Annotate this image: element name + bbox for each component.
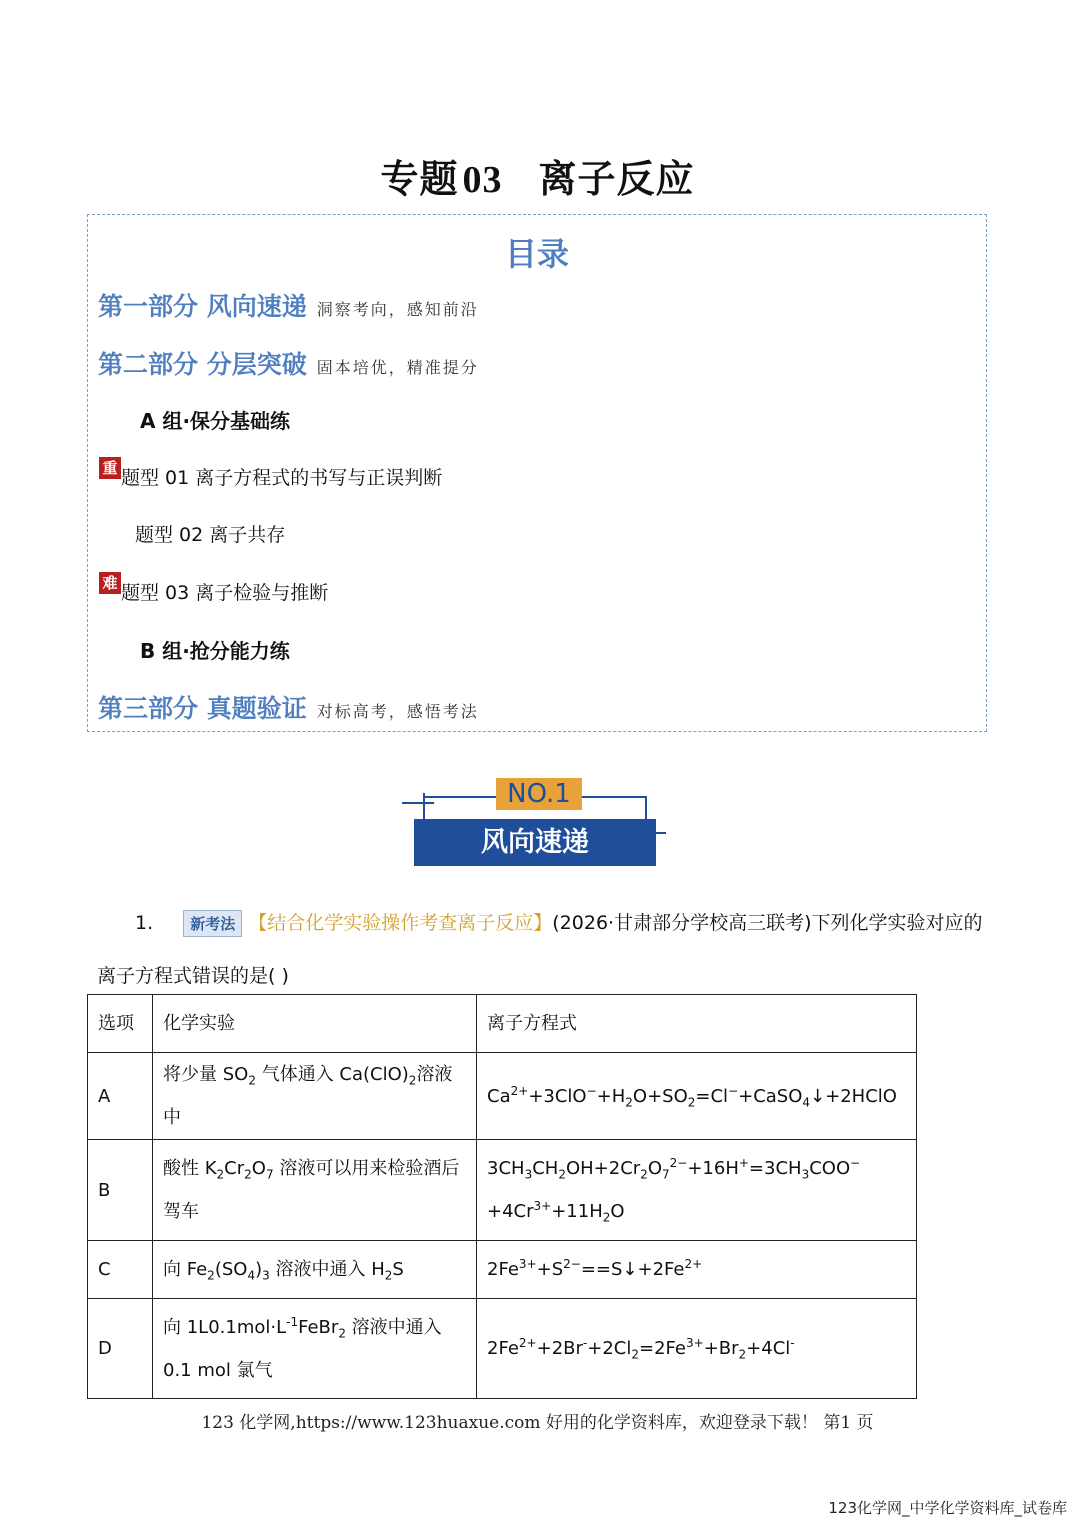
table-row xyxy=(88,1140,917,1241)
page-title: 专题 03 离子反应 xyxy=(380,157,695,201)
section-banner xyxy=(400,775,670,870)
equation-cell: $3CH_3CH_2OH+2Cr_2O_7^{2-}+16H^+=3CH_3COO^-+4Cr^{3+}+11H_2O$ xyxy=(477,1140,917,1241)
table-row xyxy=(88,1053,917,1140)
page-footer: 123 化学网,https://www.123huaxue.com 好用的化学资料库，欢迎登录下载！ 第1 页 xyxy=(201,1413,874,1433)
toc-topic-1[interactable]: 重 题型 01 离子方程式的书写与正误判断 xyxy=(99,463,442,490)
difficult-badge-icon: 难 xyxy=(99,572,121,594)
table-row xyxy=(88,1241,917,1299)
experiment-cell: 将少量 $SO_2$ 气体通入 $Ca(ClO)_2$溶液中 xyxy=(153,1053,477,1140)
question-line-2: 离子方程式错误的是( ) xyxy=(97,965,289,987)
question-number: 1. xyxy=(135,912,154,934)
experiment-cell: 酸性 $K_2Cr_2O_7$ 溶液可以用来检验酒后驾车 xyxy=(153,1140,477,1241)
table-of-contents xyxy=(87,214,987,732)
question-line-1 xyxy=(135,908,983,937)
table-row xyxy=(88,1299,917,1399)
experiment-cell: 向 $Fe_2(SO_4)_3$ 溶液中通入 $H_2S$ xyxy=(153,1241,477,1299)
banner-label: 风向速递 xyxy=(481,827,589,858)
toc-part-1[interactable]: 第一部分 风向速递 洞察考向，感知前沿 xyxy=(98,292,479,321)
toc-group-b[interactable]: B 组·抢分能力练 xyxy=(140,639,290,663)
toc-topic-3[interactable]: 难 题型 03 离子检验与推断 xyxy=(99,578,328,605)
experiment-cell: 向 $1L0.1mol\cdot L^{-1}FeBr_2$ 溶液中通入 0.1 mol 氯气 xyxy=(153,1299,477,1399)
header-experiment: 化学实验 xyxy=(153,995,477,1053)
watermark-text: 123化学网_中学化学资料库_试卷库 xyxy=(828,1499,1067,1517)
question-highlight: 【结合化学实验操作考查离子反应】 xyxy=(248,912,553,934)
toc-heading: 目录 xyxy=(504,235,569,273)
header-option: 选项 xyxy=(88,995,153,1053)
toc-part-3[interactable]: 第三部分 真题验证 对标高考，感悟考法 xyxy=(98,694,479,723)
banner-number: NO.1 xyxy=(507,779,571,809)
option-label: C xyxy=(88,1241,153,1299)
options-table xyxy=(87,994,917,1399)
option-label: B xyxy=(88,1140,153,1241)
question-source: (2026·甘肃部分学校高三联考)下列化学实验对应的 xyxy=(552,912,983,934)
option-label: D xyxy=(88,1299,153,1399)
equation-cell: $Ca^{2+}+3ClO^-+H_2O+SO_2=Cl^-+CaSO_4↓+2HClO$ xyxy=(477,1053,917,1140)
table-header-row xyxy=(88,995,917,1053)
important-badge-icon: 重 xyxy=(99,457,121,479)
option-label: A xyxy=(88,1053,153,1140)
toc-part-2[interactable]: 第二部分 分层突破 固本培优，精准提分 xyxy=(98,350,479,379)
equation-cell: $2Fe^{3+}+S^{2-}==S↓+2Fe^{2+}$ xyxy=(477,1241,917,1299)
new-method-tag-icon: 新考法 xyxy=(183,910,242,937)
toc-group-a[interactable]: A 组·保分基础练 xyxy=(140,409,291,433)
header-equation: 离子方程式 xyxy=(477,995,917,1053)
toc-topic-2[interactable]: 题型 02 离子共存 xyxy=(135,524,286,546)
equation-cell: $2Fe^{2+}+2Br^-+2Cl_2=2Fe^{3+}+Br_2+4Cl^-$ xyxy=(477,1299,917,1399)
